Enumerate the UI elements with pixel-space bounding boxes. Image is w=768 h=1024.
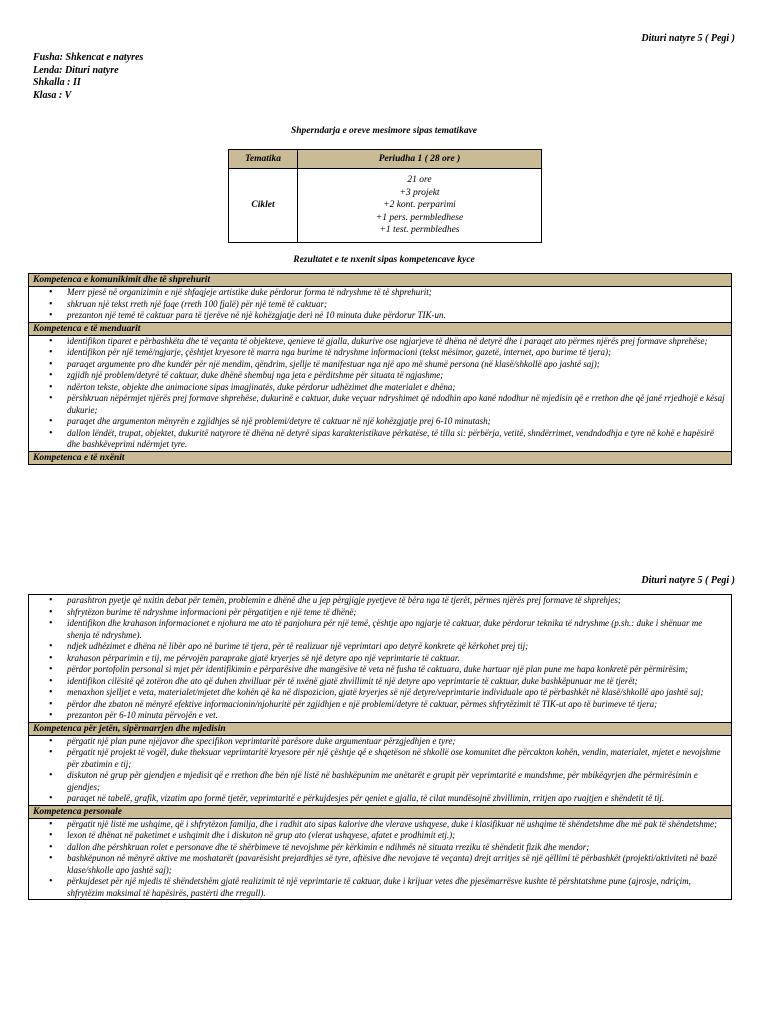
list-item: • parashtron pyetje që nxitin debat për temën, problemin e dhënë dhe u jep përgjigje pyetjeve të bëra nga të tjerët, përmes njërës prej formave të shprehjes; — [67, 595, 725, 607]
list-item: • identifikon dhe krahason informacionet e njohura me ato të panjohura për një temë, çështje apo ngjarje të caktuar, duke përdorur teknika të ndryshme (p.sh.: duke i shënuar me shenja të ndryshme). — [67, 618, 725, 641]
section-title: Kompetenca personale — [29, 806, 731, 819]
hours-table — [228, 149, 542, 243]
competence-list — [29, 819, 731, 901]
table-header-periudha: Periudha 1 ( 28 ore ) — [298, 150, 542, 169]
competence-list — [29, 736, 731, 806]
list-item: • identifikon cilësitë që zotëron dhe ato që duhen zhvilluar për të nxënë gjatë zhvillimit të një detyre apo veprimtarie të caktuar, duke bashkëpunuar me të tjerët; — [67, 676, 725, 688]
table-hours-cell — [298, 169, 542, 243]
list-item: • prezanton një temë të caktuar para të tjerëve në një kohëzgjatje deri në 10 minuta duke përdorur TIK-un. — [67, 310, 725, 322]
list-item: • ndërton tekste, objekte dhe animacione sipas imagjinatës, duke përdorur udhëzimet dhe materialet e dhëna; — [67, 382, 725, 394]
table-header-tematika: Tematika — [229, 150, 298, 169]
page-2 — [0, 540, 768, 1024]
list-item: • dallon lëndët, trupat, objektet, dukuritë natyrore të dhëna në detyrë sipas karakteristikave përkatëse, të tilla si: përbërja, vetitë, shndërrimet, vendndodhja e tyre në kohë e hapësirë dhe bashkëveprimi ndërmjet tyre. — [67, 428, 725, 451]
list-item: • paraqet dhe argumenton mënyrën e zgjidhjes së një problemi/detyre të caktuar në një kohëzgjatje prej 6-10 minutash; — [67, 416, 725, 428]
list-item: • identifikon tiparet e përbashkëta dhe të veçanta të objekteve, qenieve të gjalla, dukurive ose ngjarjeve të dhëna në detyrë dhe i paraqet ato përmes njërës prej formave shprehëse; — [67, 336, 725, 348]
meta-level: Shkalla : II — [33, 77, 81, 88]
competence-block-page2 — [28, 594, 732, 900]
list-item: • zgjidh një problem/detyrë të caktuar, duke dhënë shembuj nga jeta e përditshme për situata të ngjashme; — [67, 370, 725, 382]
competence-list — [29, 336, 731, 452]
list-item: • diskuton në grup për gjendjen e mjedisit që e rrethon dhe bën një listë në bashkëpunim me anëtarët e grupit për veprimtaritë e mundshme, për mbikëqyrjen dhe përmirësimin e gjendjes; — [67, 770, 725, 793]
list-item: • ndjek udhëzimet e dhëna në libër apo në burime të tjera, për të realizuar një veprimtari apo detyrë konkrete që kërkohet prej tij; — [67, 641, 725, 653]
list-item: • krahason përparimin e tij, me përvojën paraprake gjatë kryerjes së një detyre apo një veprimtarie të caktuar. — [67, 653, 725, 665]
meta-subject: Lenda: Dituri natyre — [33, 64, 119, 76]
section-title: Kompetenca e të nxënit — [29, 452, 731, 465]
hours-line: +2 kont. perparimi — [383, 200, 456, 210]
list-item: • identifikon për një temë/ngjarje, çështjet kryesore të marra nga burime të ndryshme informacioni (tekst mësimor, gazetë, internet, apo burime të tjera); — [67, 347, 725, 359]
list-item: • përshkruan nëpërmjet njërës prej formave shprehëse, dukurinë e caktuar, duke veçuar ndryshimet që ndodhin apo kanë ndodhur në mjedisin që e rrethon dhe që janë rrjedhojë e kësaj dukurie; — [67, 393, 725, 416]
hours-line: +1 test. permbledhes — [379, 225, 460, 235]
list-item: • paraqet argumente pro dhe kundër për një mendim, qëndrim, sjellje të manifestuar nga një apo më shumë persona (në klasë/shkollë apo jashtë saj); — [67, 359, 725, 371]
list-item: • përdor dhe zbaton në mënyrë efektive informacionin/njohuritë për zgjidhjen e një problemi/detyre të caktuar, përmes shfrytëzimit të TIK-ut apo të burimeve të tjera; — [67, 699, 725, 711]
subject-meta — [33, 52, 143, 102]
hours-line: +1 pers. permbledhese — [375, 212, 464, 223]
list-item: • përkujdeset për një mjedis të shëndetshëm gjatë realizimit të një veprimtarie të caktuar, duke i krijuar vetes dhe pjesëmarrësve kushte të përshtatshme pune (ajrosje, ndriçim, shfrytëzim maksimal të hapësirës, pastërti dhe rregull). — [67, 876, 725, 899]
page-header: Dituri natyre 5 ( Pegi ) — [641, 575, 735, 586]
competence-list — [29, 595, 731, 723]
competence-list — [29, 287, 731, 323]
competence-block-page1 — [28, 273, 732, 465]
list-item: • përgatit një projekt të vogël, duke theksuar veprimtaritë kryesore për një çështje që e shqetëson në shkollë ose komunitet dhe përcakton kohën, vendin, materialet, mjetet e nevojshme për zbatimin e tij; — [67, 747, 725, 770]
results-title: Rezultatet e te nxenit sipas kompetencave kyce — [293, 255, 475, 265]
list-item: • përgatit një listë me ushqime, që i shfrytëzon familja, dhe i radhit ato sipas kalorive dhe vlerave ushqyese, duke i klasifikuar në ushqime të shëndetshme dhe më pak të shëndetshme; — [67, 819, 725, 831]
meta-class: Klasa : V — [33, 89, 72, 101]
list-item: • lexon të dhënat në paketimet e ushqimit dhe i diskuton në grup ato (vlerat ushqyese, afatet e prodhimit etj.); — [67, 830, 725, 842]
page-header: Dituri natyre 5 ( Pegi ) — [641, 33, 735, 44]
meta-field: Fusha: Shkencat e natyres — [33, 52, 144, 63]
list-item: • përgatit një plan pune njëjavor dhe specifikon veprimtaritë parësore duke argumentuar përzgjedhjen e tyre; — [67, 736, 725, 748]
table-title: Shperndarja e oreve mesimore sipas tematikave — [290, 126, 478, 136]
list-item: • shkruan një tekst rreth një faqe (rreth 100 fjalë) për një temë të caktuar; — [67, 299, 725, 311]
section-title: Kompetenca e të menduarit — [29, 323, 731, 336]
list-item: • përdor portofolin personal si mjet për identifikimin e përparësive dhe mangësive të veta në fusha të caktuara, duke hartuar një plan pune me hapa konkretë për përmirësim; — [67, 664, 725, 676]
list-item: • Merr pjesë në organizimin e një shfaqjeje artistike duke përdorur forma të ndryshme të të shprehurit; — [67, 287, 725, 299]
list-item: • bashkëpunon në mënyrë aktive me moshatarët (pavarësisht prejardhjes së tyre, aftësive dhe nevojave të veçanta) drejt arritjes së një qëllimi të përbashkët (projekti/aktiviteti në bazë klase/shkolle apo jashtë saj); — [67, 853, 725, 876]
table-row-label: Ciklet — [229, 169, 298, 243]
section-title: Kompetenca e komunikimit dhe të shprehurit — [29, 274, 731, 287]
list-item: • paraqet në tabelë, grafik, vizatim apo formë tjetër, veprimtaritë e përkujdesjes për qeniet e gjalla, të cilat mundësojnë zhvillimin, rritjen apo ruajtjen e shëndetit të tij. — [67, 793, 725, 805]
hours-line: 21 ore — [407, 175, 432, 185]
list-item: • shfrytëzon burime të ndryshme informacioni për përgatitjen e një teme të dhënë; — [67, 607, 725, 619]
hours-line: +3 projekt — [399, 187, 440, 198]
list-item: • dallon dhe përshkruan rolet e personave dhe të shërbimeve të nevojshme për kërkimin e ndihmës në situata rreziku të shëndetit fizik dhe mendor; — [67, 842, 725, 854]
section-title: Kompetenca për jetën, sipërmarrjen dhe mjedisin — [29, 723, 731, 736]
list-item: • prezanton për 6-10 minuta përvojën e vet. — [67, 710, 725, 722]
list-item: • menaxhon sjelljet e veta, materialet/mjetet dhe kohën që ka në dispozicion, gjatë kryerjes së një detyre/veprimtarie individuale apo të përbashkët në klasë/shkollë apo jashtë saj; — [67, 687, 725, 699]
